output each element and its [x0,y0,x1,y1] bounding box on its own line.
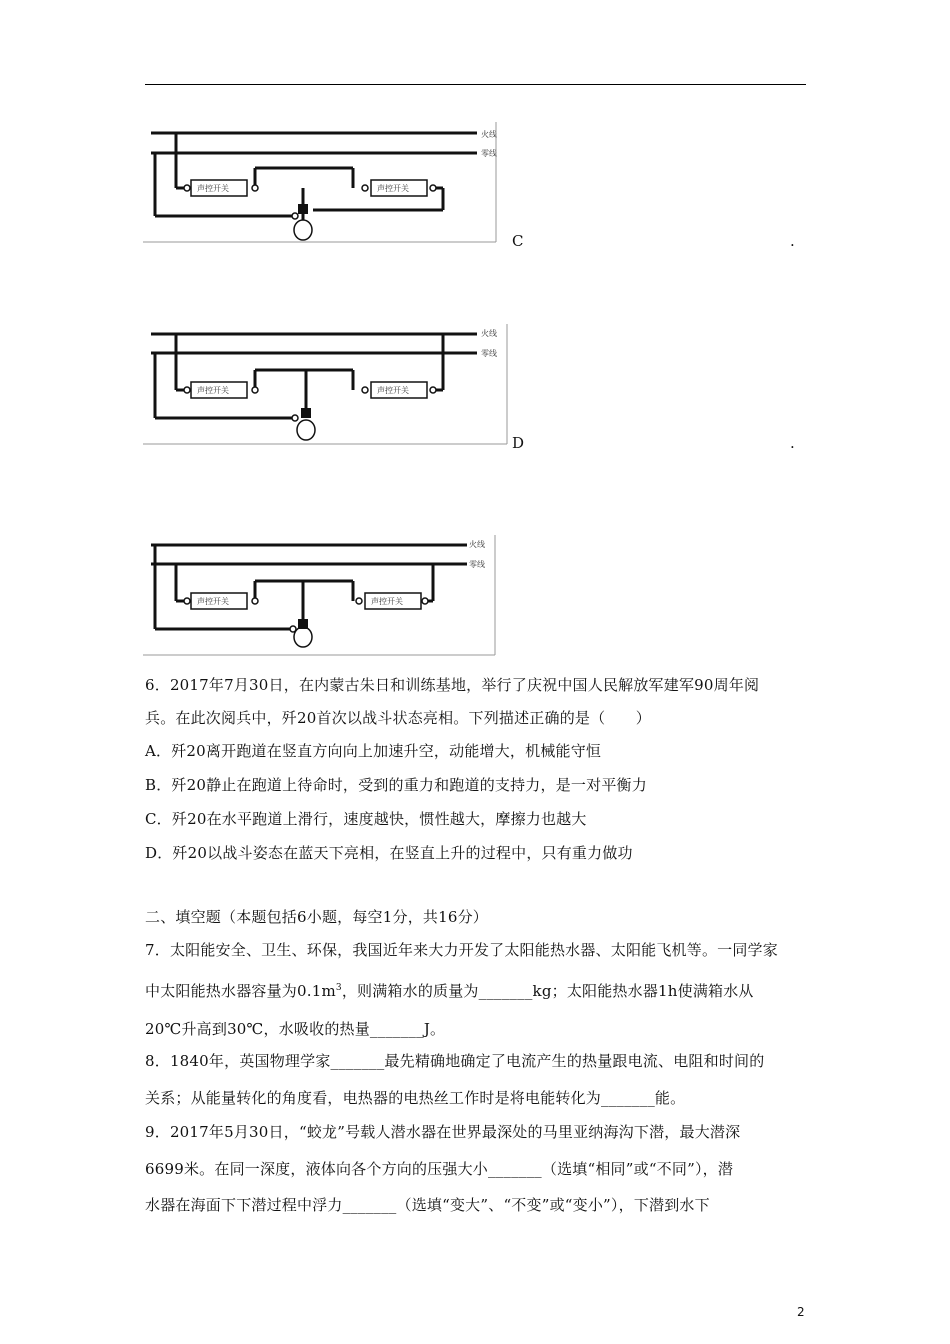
q6-option-d: D．歼20以战斗姿态在蓝天下亮相，在竖直上升的过程中，只有重力做功 [145,844,633,862]
q7-line1: 7．太阳能安全、卫生、环保，我国近年来大力开发了太阳能热水器、太阳能飞机等。一同学家 [145,941,778,959]
circuit-figure-e [143,533,497,658]
q6-option-c: C．歼20在水平跑道上滑行，速度越快，惯性越大，摩擦力也越大 [145,810,587,828]
neutral-wire-label: 零线 [481,349,497,358]
q7-line3: 20℃升高到30℃，水吸收的热量_______J。 [145,1020,446,1038]
circuit-figure-d [143,322,509,447]
q9-line3: 水器在海面下下潜过程中浮力_______（选填“变大”、“不变”或“变小”），下潜到水下 [145,1196,710,1214]
q6-option-a: A．歼20离开跑道在竖直方向向上加速升空，动能增大，机械能守恒 [145,742,602,760]
q7-line2 [145,980,754,1001]
switch-label: 声控开关 [197,184,229,193]
page-number: 2 [797,1305,805,1319]
live-wire-label: 火线 [469,540,485,549]
q8-line1: 8．1840年，英国物理学家_______最先精确地确定了电流产生的热量跟电流、电阻和时间的 [145,1052,765,1070]
q8-line2: 关系；从能量转化的角度看，电热器的电热丝工作时是将电能转化为_______能。 [145,1089,686,1107]
switch-label: 声控开关 [377,386,409,395]
q9-line1: 9．2017年5月30日，“蛟龙”号载人潜水器在世界最深处的马里亚纳海沟下潜，最大潜深 [145,1123,741,1141]
q6-line1: 6．2017年7月30日，在内蒙古朱日和训练基地，举行了庆祝中国人民解放军建军90周年阅 [145,676,760,694]
neutral-wire-label: 零线 [469,560,485,569]
live-wire-label: 火线 [481,130,497,139]
q6-option-b: B．歼20静止在跑道上待命时，受到的重力和跑道的支持力，是一对平衡力 [145,776,647,794]
q7-line2-a: 中太阳能热水器容量为0.1m [145,982,336,1000]
section-heading: 二、填空题（本题包括6小题，每空1分，共16分） [145,908,488,926]
option-dot: . [790,434,795,452]
switch-label: 声控开关 [377,184,409,193]
header-rule [145,84,806,85]
figure-label-d: D [512,434,525,452]
switch-label: 声控开关 [197,386,229,395]
circuit-figure-c [143,120,499,245]
q7-line2-b: ，则满箱水的质量为_______kg；太阳能热水器1h使满箱水从 [341,982,754,1000]
neutral-wire-label: 零线 [481,149,497,158]
figure-label-c: C [512,232,524,250]
q6-line2: 兵。在此次阅兵中，歼20首次以战斗状态亮相。下列描述正确的是（ ） [145,709,651,727]
live-wire-label: 火线 [481,329,497,338]
option-dot: . [790,232,795,250]
switch-label: 声控开关 [371,597,403,606]
q7-line2-sup: 3 [335,983,342,993]
q9-line2: 6699米。在同一深度，液体向各个方向的压强大小_______（选填“相同”或“不同”），潜 [145,1160,734,1178]
switch-label: 声控开关 [197,597,229,606]
